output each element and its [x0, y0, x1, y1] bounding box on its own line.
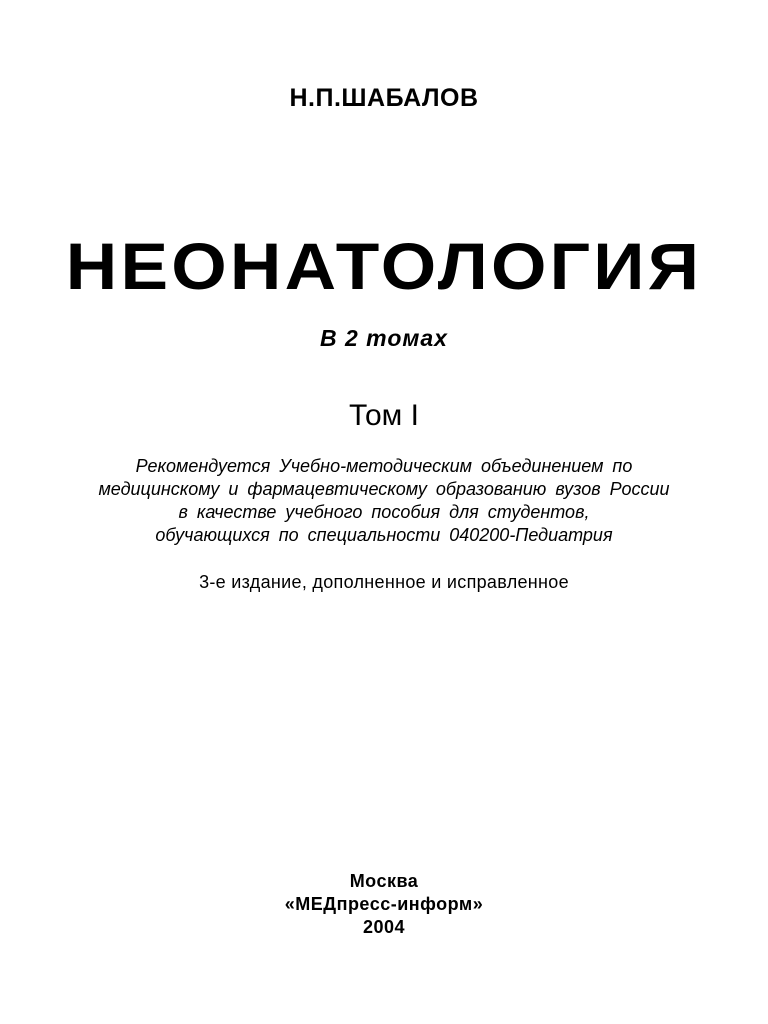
- volume-count: В 2 томах: [320, 325, 448, 351]
- recommendation-text: [0, 455, 768, 547]
- book-title: НЕОНАТОЛОГИЯ: [65, 229, 703, 303]
- recommendation-line: обучающихся по специальности 040200-Педиатрия: [155, 525, 613, 545]
- imprint-year: 2004: [362, 917, 406, 937]
- imprint-publisher: «МЕДпресс-информ»: [284, 894, 484, 914]
- imprint-city: Москва: [349, 871, 419, 891]
- recommendation-line: медицинскому и фармацевтическому образованию вузов России: [98, 479, 670, 499]
- author-name: Н.П.ШАБАЛОВ: [289, 84, 479, 112]
- imprint: [0, 870, 768, 939]
- volume-number: Том I: [349, 399, 419, 432]
- recommendation-line: в качестве учебного пособия для студентов,: [178, 502, 590, 522]
- edition-note: 3-е издание, дополненное и исправленное: [199, 572, 569, 592]
- recommendation-line: Рекомендуется Учебно-методическим объединением по: [135, 456, 633, 476]
